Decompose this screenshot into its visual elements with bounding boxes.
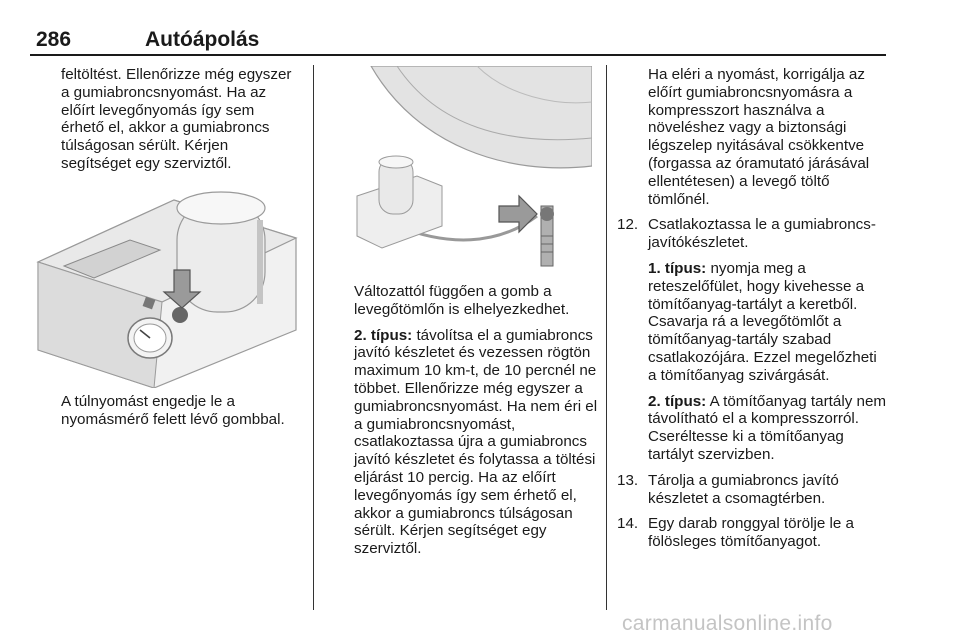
middle-column-text: [354, 283, 599, 566]
left-column-caption: [61, 393, 301, 437]
variant-note: Változattól függően a gomb a levegőtömlőn is elhelyezkedhet.: [354, 283, 570, 318]
list-item-text: Tárolja a gumiabroncs javító készletet a csomagtérben.: [648, 471, 839, 507]
list-item: [617, 515, 889, 551]
list-item-text: Csatlakoztassa le a gumiabroncs-javítókészletet.: [648, 216, 876, 252]
type-2-note-label: 2. típus:: [648, 392, 707, 410]
intro-paragraph: feltöltést. Ellenőrizze még egyszer a gumiabroncsnyomást. Ha az előírt levegőnyomás így sem érhető el, akkor a gumiabroncs túlságosan sérült. Kérjen segítséget egy szerviztől.: [61, 66, 292, 172]
type-1-paragraph: [648, 260, 889, 385]
instruction-list: [617, 66, 889, 559]
column-divider-2: [606, 65, 607, 610]
section-title: Autóápolás: [145, 28, 260, 51]
type-1-label: 1. típus:: [648, 259, 707, 277]
list-number: 14.: [617, 515, 639, 533]
type-1-text: nyomja meg a reteszelőfület, hogy kivehesse a tömítőanyag-tartályt a keretből. Csavarja rá a levegőtömlőt a tömítőanyag-tartály szabad csatlakozójára. Ezzel megelőzheti a tömítőanyag szivárgását.: [648, 259, 877, 384]
compressor-illustration: [34, 180, 298, 388]
page-number: 286: [36, 28, 72, 51]
list-item: [617, 472, 889, 508]
type-2-label: 2. típus:: [354, 326, 413, 344]
tire-valve-illustration: [327, 66, 592, 274]
figure-caption: A túlnyomást engedje le a nyomásmérő felett lévő gombbal.: [61, 393, 285, 428]
left-column-intro: [61, 66, 301, 181]
page-header: [30, 28, 886, 56]
type-2-note: [648, 393, 889, 464]
type-2-text: távolítsa el a gumiabroncs javító készletet és vezessen rögtön maximum 10 km-t, de 10 percnél ne többet. Ellenőrizze még egyszer a gumiabroncsnyomást. Ha nem éri el a gumiabroncsnyomást, csatlakoztassa újra a gumiabroncs javító készletet és folytassa a töltési eljárást 10 percig. Ha az előírt levegőnyomás így sem érhető el, akkor a gumiabroncs túlságosan sérült. Kérjen segítséget egy szerviztől.: [354, 326, 598, 558]
list-item-text: Egy darab ronggyal törölje le a fölösleges tömítőanyagot.: [648, 515, 855, 551]
type-2-note-text: A tömítőanyag tartály nem távolítható el a kompresszorról. Cseréltesse ki a tömítőanyag tartályt szervizben.: [648, 392, 887, 463]
list-number: 12.: [617, 216, 639, 234]
type-2-paragraph: [354, 327, 599, 558]
list-item: [617, 216, 889, 463]
continuation-paragraph: Ha eléri a nyomást, korrigálja az előírt gumiabroncsnyomásra a kompresszort használva a növeléshez vagy a biztonsági légszelep nyitásával csökkentve (forgassa az óramutató járásával ellentétesen) a levegő töltő tömlőnél.: [648, 66, 870, 208]
watermark: carmanualsonline.info: [622, 612, 833, 635]
list-number: 13.: [617, 471, 639, 489]
column-divider-1: [313, 65, 314, 610]
